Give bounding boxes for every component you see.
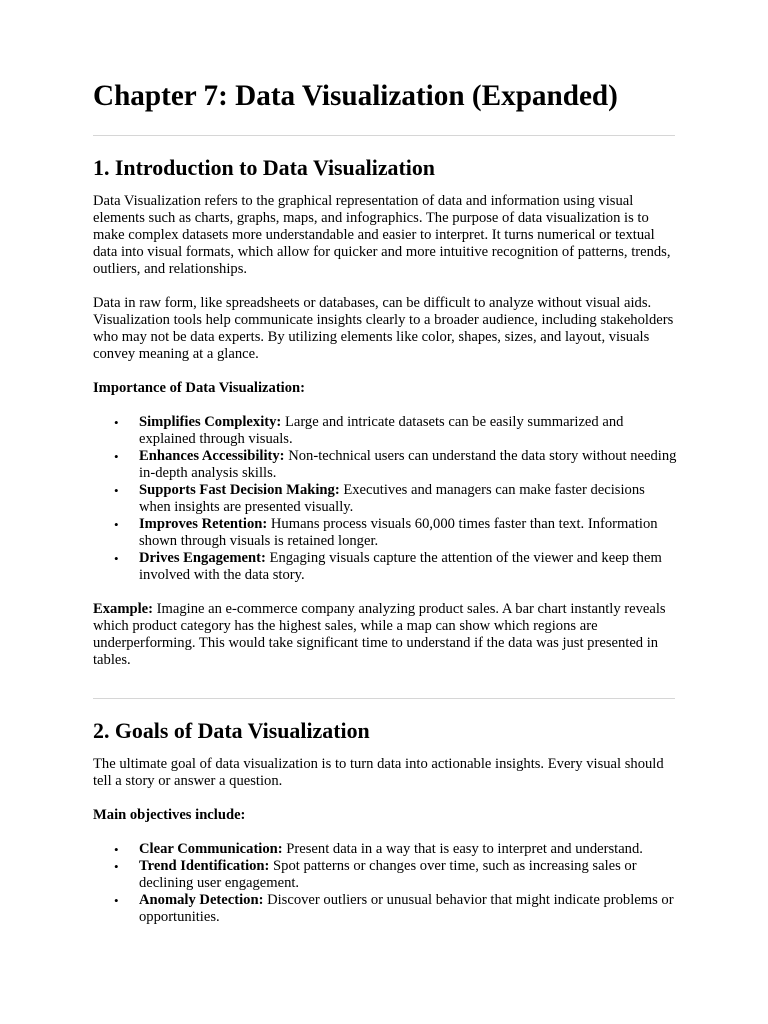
list-item-text: Executives and managers can make faster decisions when insights are presented visually. bbox=[139, 482, 645, 515]
list-item-term: Anomaly Detection: bbox=[139, 892, 264, 908]
list-item-text: Non-technical users can understand the data story without needing in-depth analysis skills. bbox=[139, 448, 677, 481]
list-item-text: Spot patterns or changes over time, such as increasing sales or declining user engagement. bbox=[139, 858, 637, 891]
example-term: Example: bbox=[93, 601, 153, 617]
bullet-icon: • bbox=[114, 893, 119, 908]
list-item bbox=[93, 448, 678, 482]
importance-list bbox=[93, 414, 678, 584]
section-divider bbox=[93, 698, 675, 699]
bullet-icon: • bbox=[114, 483, 119, 498]
list-item bbox=[93, 516, 678, 550]
bullet-icon: • bbox=[114, 449, 119, 464]
bullet-icon: • bbox=[114, 842, 119, 857]
list-item bbox=[93, 841, 678, 858]
bullet-icon: • bbox=[114, 551, 119, 566]
list-item-term: Clear Communication: bbox=[139, 841, 283, 857]
list-item-text: Humans process visuals 60,000 times faster than text. Information shown through visuals is retained longer. bbox=[139, 516, 658, 549]
list-item-text: Engaging visuals capture the attention of the viewer and keep them involved with the data story. bbox=[139, 550, 662, 583]
bullet-icon: • bbox=[114, 517, 119, 532]
list-item-term: Simplifies Complexity: bbox=[139, 414, 282, 430]
list-item-term: Drives Engagement: bbox=[139, 550, 266, 566]
section-2-paragraph: The ultimate goal of data visualization is to turn data into actionable insights. Every visual should tell a story or answer a question. bbox=[93, 756, 664, 789]
document-page bbox=[93, 80, 678, 926]
chapter-title: Chapter 7: Data Visualization (Expanded) bbox=[93, 80, 618, 112]
list-item-term: Enhances Accessibility: bbox=[139, 448, 285, 464]
bullet-icon: • bbox=[114, 859, 119, 874]
objectives-heading: Main objectives include: bbox=[93, 807, 246, 823]
list-item-term: Trend Identification: bbox=[139, 858, 270, 874]
list-item-text: Present data in a way that is easy to interpret and understand. bbox=[282, 841, 643, 857]
section-1-paragraph-1: Data Visualization refers to the graphical representation of data and information using visual elements such as charts, graphs, maps, and infographics. The purpose of data visualization is to make complex datasets more understandable and easier to interpret. It turns numerical or textual data into visual formats, which allow for quicker and more intuitive recognition of patterns, trends, outliers, and relationships. bbox=[93, 193, 671, 277]
section-2-heading: 2. Goals of Data Visualization bbox=[93, 718, 370, 743]
list-item bbox=[93, 482, 678, 516]
list-item bbox=[93, 550, 678, 584]
list-item-term: Improves Retention: bbox=[139, 516, 268, 532]
section-1-heading: 1. Introduction to Data Visualization bbox=[93, 155, 435, 180]
example-paragraph bbox=[93, 601, 678, 669]
section-1-paragraph-2: Data in raw form, like spreadsheets or databases, can be difficult to analyze without visual aids. Visualization tools help communicate insights clearly to a broader audience, including stakeholders who may not be data experts. By utilizing elements like color, shapes, sizes, and layout, visuals convey meaning at a glance. bbox=[93, 295, 674, 362]
importance-heading: Importance of Data Visualization: bbox=[93, 380, 306, 396]
list-item bbox=[93, 892, 678, 926]
bullet-icon: • bbox=[114, 415, 119, 430]
list-item-text: Large and intricate datasets can be easily summarized and explained through visuals. bbox=[139, 414, 624, 447]
list-item-text: Discover outliers or unusual behavior that might indicate problems or opportunities. bbox=[139, 892, 674, 925]
objectives-list bbox=[93, 841, 678, 926]
section-divider bbox=[93, 135, 675, 136]
list-item bbox=[93, 414, 678, 448]
list-item bbox=[93, 858, 678, 892]
example-text: Imagine an e-commerce company analyzing product sales. A bar chart instantly reveals which product category has the highest sales, while a map can show which regions are underperforming. This would take significant time to understand if the data was just presented in tables. bbox=[93, 601, 666, 668]
list-item-term: Supports Fast Decision Making: bbox=[139, 482, 340, 498]
